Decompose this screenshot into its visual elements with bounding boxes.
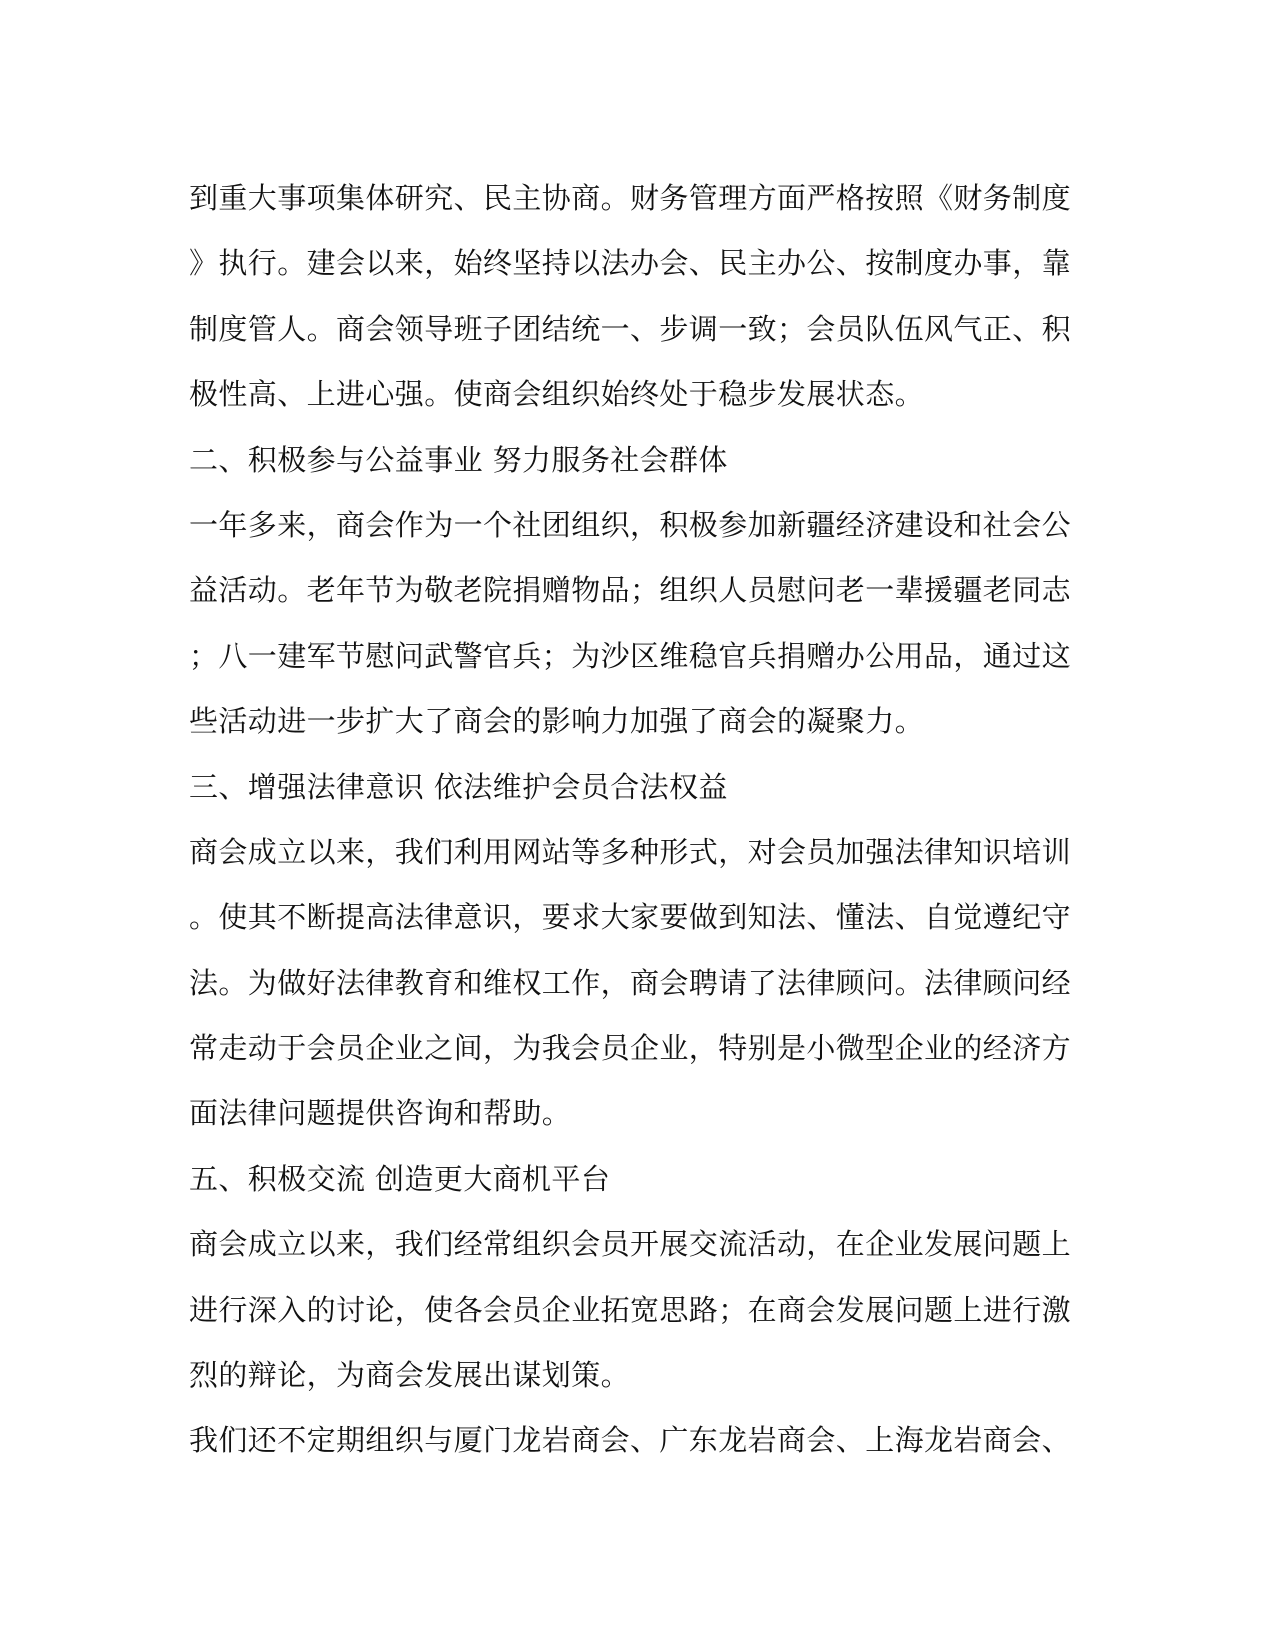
text-line: 。使其不断提高法律意识，要求大家要做到知法、懂法、自觉遵纪守 <box>189 900 1072 935</box>
text-line: 我们还不定期组织与厦门龙岩商会、广东龙岩商会、上海龙岩商会、 <box>189 1423 1072 1458</box>
text-line: ；八一建军节慰问武警官兵；为沙区维稳官兵捐赠办公用品，通过这 <box>189 638 1072 673</box>
text-line: 极性高、上进心强。使商会组织始终处于稳步发展状态。 <box>189 377 925 412</box>
text-line: 商会成立以来，我们经常组织会员开展交流活动，在企业发展问题上 <box>189 1227 1072 1262</box>
text-line: 到重大事项集体研究、民主协商。财务管理方面严格按照《财务制度 <box>189 181 1072 215</box>
section-heading: 五、积极交流 创造更大商机平台 <box>189 1161 611 1196</box>
text-line: 常走动于会员企业之间，为我会员企业，特别是小微型企业的经济方 <box>189 1031 1072 1066</box>
document-body <box>189 166 1072 1474</box>
text-line: 商会成立以来，我们利用网站等多种形式，对会员加强法律知识培训 <box>189 834 1072 869</box>
text-line: 法。为做好法律教育和维权工作，商会聘请了法律顾问。法律顾问经 <box>189 965 1072 1000</box>
section-heading: 二、积极参与公益事业 努力服务社会群体 <box>189 442 728 477</box>
text-line: 一年多来，商会作为一个社团组织，积极参加新疆经济建设和社会公 <box>189 507 1072 542</box>
text-line: 》执行。建会以来，始终坚持以法办会、民主办公、按制度办事，靠 <box>189 246 1072 281</box>
text-line: 进行深入的讨论，使各会员企业拓宽思路；在商会发展问题上进行激 <box>189 1292 1072 1327</box>
text-line: 烈的辩论，为商会发展出谋划策。 <box>189 1358 631 1393</box>
section-heading: 三、增强法律意识 依法维护会员合法权益 <box>189 769 728 804</box>
text-line: 益活动。老年节为敬老院捐赠物品；组织人员慰问老一辈援疆老同志 <box>189 573 1072 608</box>
text-line: 些活动进一步扩大了商会的影响力加强了商会的凝聚力。 <box>189 704 925 739</box>
text-line: 面法律问题提供咨询和帮助。 <box>189 1096 572 1131</box>
text-line: 制度管人。商会领导班子团结统一、步调一致；会员队伍风气正、积 <box>189 311 1072 346</box>
